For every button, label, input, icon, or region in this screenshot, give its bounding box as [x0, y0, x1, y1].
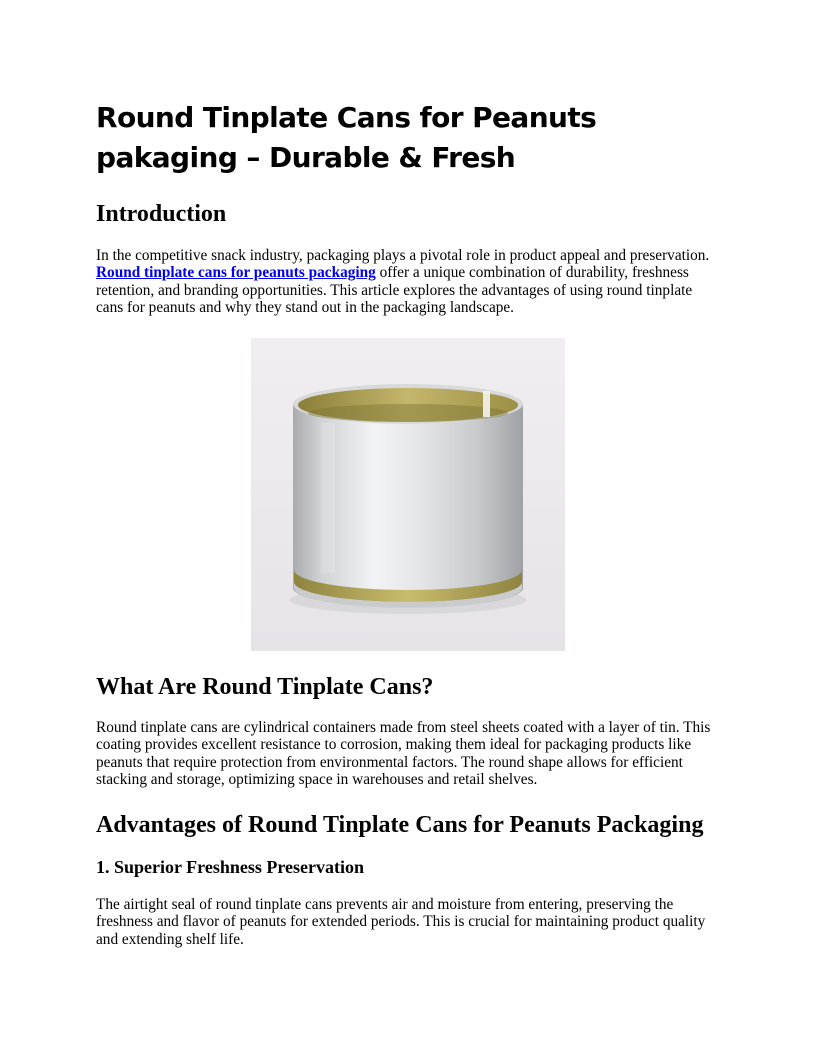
- what-are-paragraph: Round tinplate cans are cylindrical containers made from steel sheets coated with a layer of tin. This coating provides excellent resistance to corrosion, making them ideal for packaging products like peanuts that require protection from environmental factors. The round shape allows for efficient stacking and storage, optimizing space in warehouses and retail shelves.: [96, 719, 711, 788]
- round-tinplate-cans-link[interactable]: Round tinplate cans for peanuts packaging: [96, 264, 376, 282]
- page-title: Round Tinplate Cans for Peanuts pakaging – Durable & Fresh: [96, 101, 597, 174]
- intro-text-after: offer a unique combination of durability, freshness retention, and branding opportunities. This article explores the advantages of using round tinplate cans for peanuts and why they stand out in the packaging landscape.: [96, 264, 693, 316]
- tinplate-can-image: [251, 338, 565, 651]
- advantages-heading: Advantages of Round Tinplate Cans for Peanuts Packaging: [96, 812, 704, 838]
- intro-text-before: In the competitive snack industry, packaging plays a pivotal role in product appeal and preservation.: [96, 247, 710, 264]
- what-are-heading: What Are Round Tinplate Cans?: [96, 674, 434, 700]
- freshness-paragraph: The airtight seal of round tinplate cans prevents air and moisture from entering, preserving the freshness and flavor of peanuts for extended periods. This is crucial for maintaining product quality and extending shelf life.: [96, 896, 706, 948]
- freshness-subheading: 1. Superior Freshness Preservation: [96, 857, 364, 877]
- introduction-paragraph: [96, 247, 720, 316]
- introduction-heading: Introduction: [96, 201, 227, 227]
